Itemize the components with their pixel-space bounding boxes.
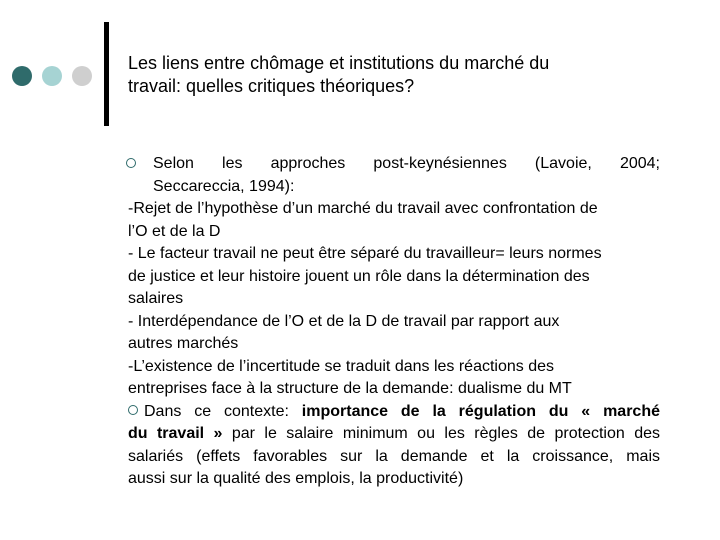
light-teal-dot	[42, 66, 62, 86]
hollow-circle-icon	[126, 158, 136, 168]
paragraph-4-line-2: entreprises face à la structure de la demande: dualisme du MT	[128, 380, 572, 397]
bullet-1-line-1: Selon les approches post-keynésiennes (Lavoie, 2004;	[153, 155, 660, 172]
gray-dot	[72, 66, 92, 86]
bullet-2-line-3: salariés (effets favorables sur la demande et la croissance, mais	[128, 447, 660, 465]
title-line-2: travail: quelles critiques théoriques?	[128, 76, 415, 96]
paragraph-3-line-1: - Interdépendance de l’O et de la D de travail par rapport aux	[128, 312, 560, 330]
bullet-2-bold-2: du travail »	[128, 425, 223, 442]
bullet-2-prefix: Dans ce contexte:	[144, 402, 302, 420]
dark-teal-dot	[12, 66, 32, 86]
bullet-2-rest-2: par le salaire minimum ou les règles de protection des	[222, 425, 660, 442]
bullet-2-line-1	[128, 401, 660, 424]
bullet-1	[128, 153, 660, 198]
paragraph-3-line-2: autres marchés	[128, 335, 239, 352]
decorative-dots	[12, 66, 96, 86]
bullet-2	[128, 401, 660, 491]
paragraph-1-line-2: l’O et de la D	[128, 222, 221, 240]
bullet-2-line-2	[128, 423, 660, 446]
bullet-2-bold-1: importance de la régulation du « marché	[301, 402, 660, 420]
title-line-1: Les liens entre chômage et institutions du marché du	[128, 53, 550, 73]
bullet-1-line-2: Seccareccia, 1994):	[153, 177, 295, 195]
bullet-2-line-4: aussi sur la qualité des emplois, la productivité)	[128, 470, 464, 487]
paragraph-4-line-1: -L’existence de l’incertitude se traduit dans les réactions des	[128, 357, 555, 375]
slide-body	[128, 153, 660, 491]
paragraph-2-line-2: de justice et leur histoire jouent un rôle dans la détermination des	[128, 267, 590, 285]
hollow-circle-icon	[128, 405, 138, 415]
title-divider-bar	[104, 22, 109, 126]
paragraph-1-line-1: -Rejet de l’hypothèse d’un marché du travail avec confrontation de	[128, 200, 598, 217]
paragraph-2-line-3: salaires	[128, 290, 184, 307]
paragraph-2-line-1: - Le facteur travail ne peut être séparé du travailleur= leurs normes	[128, 245, 602, 262]
slide-title	[128, 52, 688, 98]
